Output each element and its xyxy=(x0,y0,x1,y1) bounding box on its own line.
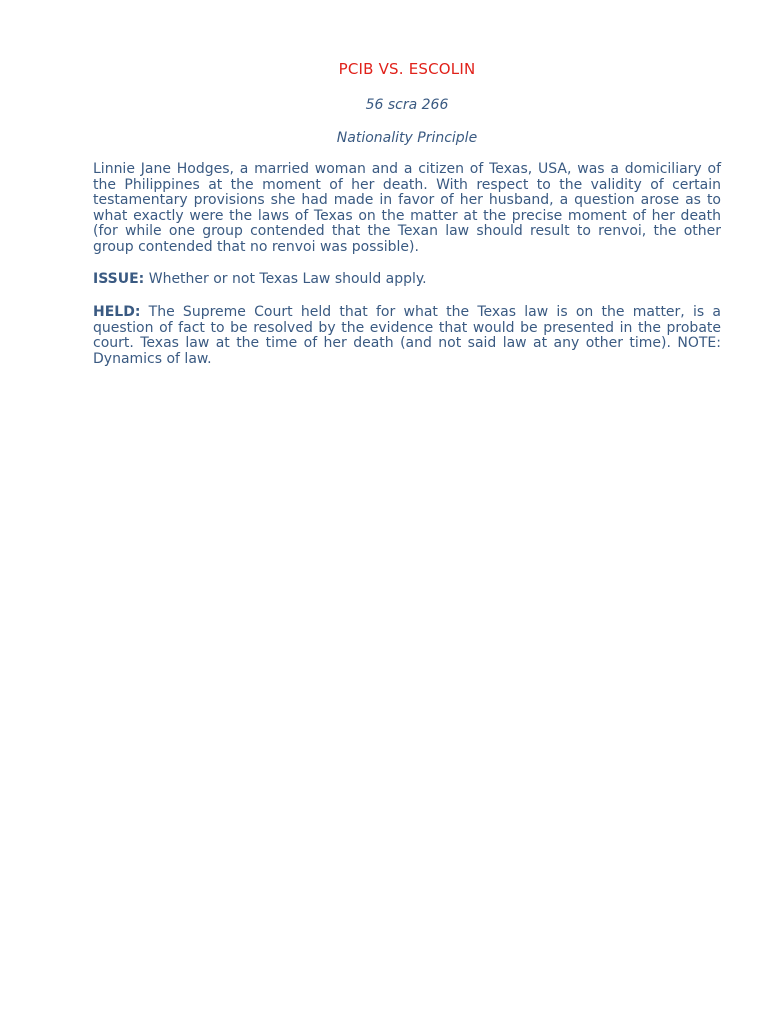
facts-paragraph xyxy=(93,162,721,256)
held-paragraph xyxy=(93,305,721,367)
facts-text: Linnie Jane Hodges, a married woman and a citizen of Texas, USA, was a domiciliary of the Philippines at the moment of her death. With respect to the validity of certain testamentary provisions she had made in favor of her husband, a question arose as to what exactly were the laws of Texas on the matter at the precise moment of her death (for while one group contended that the Texan law should result to renvoi, the other group contended that no renvoi was possible). xyxy=(93,161,721,255)
held-text: The Supreme Court held that for what the Texas law is on the matter, is a question of fact to be resolved by the evidence that would be presented in the probate court. Texas law at the time of her death (and not said law at any other time). NOTE: Dynamics of law. xyxy=(93,304,721,367)
case-citation: 56 scra 266 xyxy=(365,97,449,113)
case-title: PCIB VS. ESCOLIN xyxy=(338,60,476,78)
issue-paragraph xyxy=(93,272,721,288)
issue-label: ISSUE: xyxy=(93,271,145,287)
held-label: HELD: xyxy=(93,304,141,320)
case-topic: Nationality Principle xyxy=(336,130,478,146)
issue-text: Whether or not Texas Law should apply. xyxy=(144,271,427,287)
